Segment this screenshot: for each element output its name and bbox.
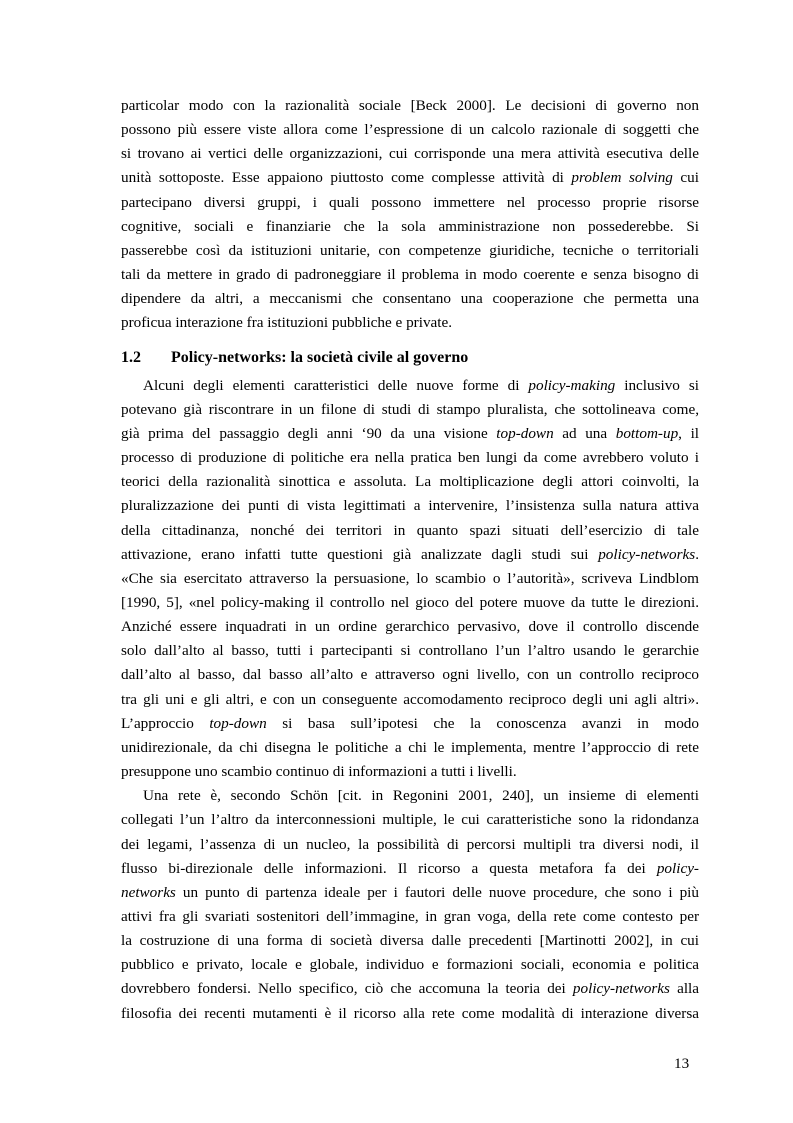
text-line: dipendere da altri, a meccanismi che consentano una cooperazione che permetta una bbox=[121, 290, 699, 308]
text-line: dall’alto al basso, dal basso all’alto e attraverso ogni livello, con un controllo reciproco bbox=[121, 666, 699, 684]
text-line: teorici della razionalità sinottica e assoluta. La moltiplicazione degli attori coinvolti, la bbox=[121, 473, 699, 491]
paragraph-3 bbox=[121, 784, 699, 1026]
text-line: già prima del passaggio degli anni ‘90 da una visione top-down ad una bottom-up, il bbox=[121, 424, 700, 442]
text-line: passerebbe così da istituzioni unitarie, con competenze giuridiche, tecniche o territoriali bbox=[121, 241, 699, 259]
text-line: pubblico e privato, locale e globale, individuo e formazioni sociali, economia e politica bbox=[121, 956, 699, 974]
text-line: [1990, 5], «nel policy-making il controllo nel gioco del potere muove da tutte le direzioni. bbox=[121, 593, 699, 611]
text-line: processo di produzione di politiche era nella pratica ben lungi da come avrebbero voluto i bbox=[121, 449, 699, 467]
paragraph-2 bbox=[121, 374, 699, 785]
text-line: Alcuni degli elementi caratteristici delle nuove forme di policy-making inclusivo si bbox=[143, 376, 699, 394]
text-line: partecipano diversi gruppi, i quali possono immettere nel processo proprie risorse bbox=[121, 193, 699, 211]
section-heading bbox=[121, 346, 699, 370]
text-line: pluralizzazione dei punti di vista legittimati a intervenire, l’insistenza sulla natura attiva bbox=[121, 497, 699, 515]
text-line: dovrebbero fondersi. Nello specifico, ciò che accomuna la teoria dei policy-networks alla bbox=[121, 980, 699, 998]
text-line: possono più essere viste allora come l’espressione di un calcolo razionale di soggetti che bbox=[121, 121, 699, 139]
text-line: della cittadinanza, nonché dei territori in quanto spazi situati dell’esercizio di tale bbox=[121, 521, 699, 539]
text-line: attivi fra gli svariati sostenitori dell’immagine, in gran voga, della rete come contesto per bbox=[121, 908, 699, 925]
text-line: la costruzione di una forma di società diversa dalle precedenti [Martinotti 2002], in cui bbox=[121, 932, 699, 950]
text-line: L’approccio top-down si basa sull’ipotesi che la conoscenza avanzi in modo bbox=[121, 714, 699, 732]
text-line: networks un punto di partenza ideale per i fautori delle nuove procedure, che sono i più bbox=[121, 883, 699, 901]
text-line: cognitive, sociali e finanziarie che la sola amministrazione non possederebbe. Si bbox=[121, 217, 699, 235]
text-line: Una rete è, secondo Schön [cit. in Regonini 2001, 240], un insieme di elementi bbox=[143, 787, 699, 805]
text-line: unidirezionale, da chi disegna le politiche a chi le implementa, mentre l’approccio di rete bbox=[121, 738, 699, 756]
text-line: tra gli uni e gli altri, e con un conseguente accomodamento reciproco degli uni agli altri». bbox=[121, 690, 699, 708]
text-line: collegati l’un l’altro da interconnessioni multiple, le cui caratteristiche sono la ridondanza bbox=[121, 811, 699, 829]
text-line: solo dall’alto al basso, tutti i partecipanti si controllano l’un l’altro usando le gerarchie bbox=[121, 642, 699, 660]
text-line: «Che sia esercitato attraverso la persuasione, lo scambio o l’autorità», scriveva Lindblom bbox=[121, 569, 699, 587]
page-body bbox=[121, 94, 699, 1026]
text-line: proficua interazione fra istituzioni pubbliche e private. bbox=[121, 314, 453, 332]
text-line: si trovano ai vertici delle organizzazioni, cui corrisponde una mera attività esecutiva delle bbox=[121, 145, 699, 163]
page-number: 13 bbox=[674, 1055, 690, 1072]
text-line: potevano già riscontrare in un filone di studi di stampo pluralista, che sottolineava come, bbox=[121, 400, 699, 418]
text-line: unità sottoposte. Esse appaiono piuttosto come complesse attività di problem solving cui bbox=[121, 169, 699, 187]
text-line: Anziché essere inquadrati in un ordine gerarchico pervasivo, dove il controllo discende bbox=[121, 618, 699, 636]
section-title: Policy-networks: la società civile al governo bbox=[171, 348, 469, 366]
text-line: flusso bi-direzionale delle informazioni. Il ricorso a questa metafora fa dei policy- bbox=[121, 859, 699, 877]
text-line: tali da mettere in grado di padroneggiare il problema in modo coerente e senza bisogno di bbox=[121, 266, 699, 284]
text-line: attivazione, erano infatti tutte questioni già analizzate dagli studi sui policy-networks. bbox=[121, 545, 699, 563]
text-line: presuppone uno scambio continuo di informazioni a tutti i livelli. bbox=[121, 763, 517, 781]
text-line: filosofia dei recenti mutamenti è il ricorso alla rete come modalità di interazione diversa bbox=[121, 1004, 699, 1022]
text-line: dei legami, l’assenza di un nucleo, la possibilità di percorsi multipli tra diversi nodi, il bbox=[121, 835, 699, 853]
paragraph-1 bbox=[121, 94, 699, 336]
section-number: 1.2 bbox=[121, 348, 141, 366]
text-line: particolar modo con la razionalità sociale [Beck 2000]. Le decisioni di governo non bbox=[121, 97, 699, 114]
